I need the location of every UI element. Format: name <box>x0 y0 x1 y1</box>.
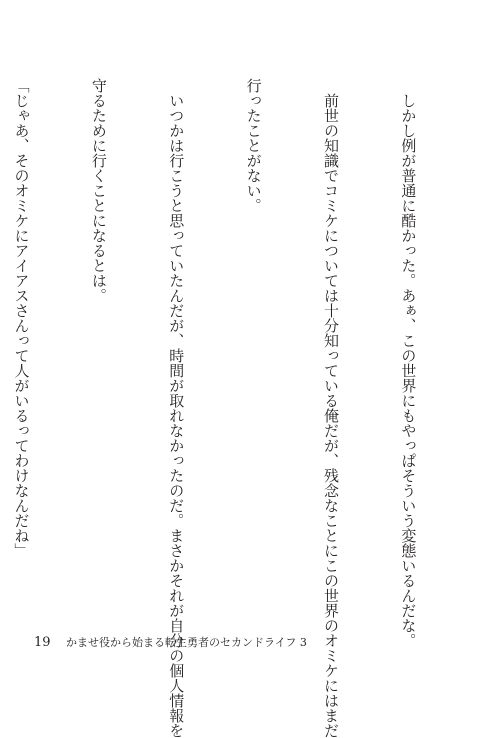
text-line: 行ったことがない。 <box>244 78 263 213</box>
text-line: 守るために行くことになるとは。 <box>89 78 108 303</box>
text-line: 「じゃあ、そのオミケにアイアスさんって人がいるってわけなんだね」 <box>12 78 31 558</box>
text-line: 前世の知識でコミケについては十分知っている俺だが、残念なことにこの世界のオミケにはまだ <box>322 78 341 738</box>
book-title: かませ役から始まる転生勇者のセカンドライフ 3 <box>66 636 307 649</box>
text-line: いつかは行こうと思っていたんだが、時間が取れなかったのだ。まさかそれが自分の個人情報を <box>167 78 186 738</box>
page-number: 19 <box>34 635 51 650</box>
page-footer <box>34 634 307 650</box>
text-line: しかし例が普通に酷かった。あぁ、この世界にもやっぱそういう変態いるんだな。 <box>399 78 418 648</box>
